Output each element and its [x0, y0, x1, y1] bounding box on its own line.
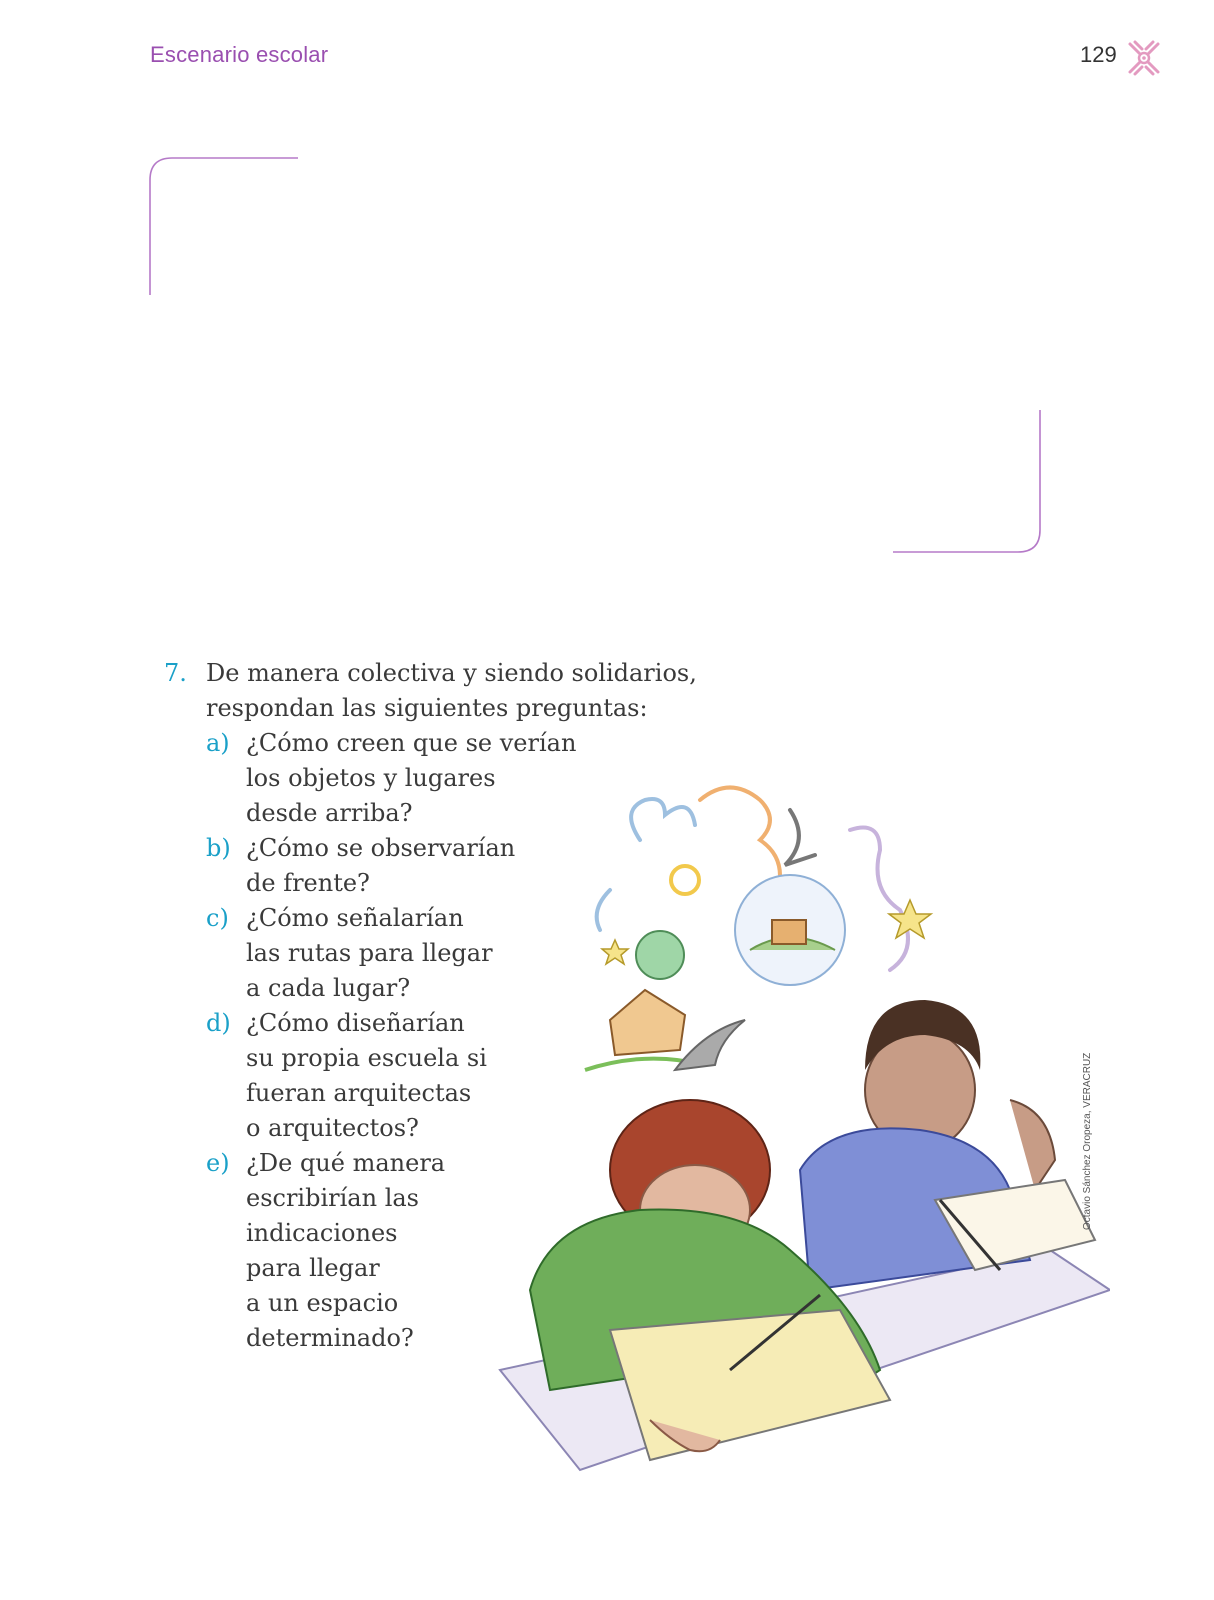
question-line: a cada lugar?: [246, 974, 411, 1002]
question-letter: c): [206, 904, 229, 932]
question-line: las rutas para llegar: [246, 939, 493, 967]
page-number: 129: [1080, 42, 1117, 67]
frame-corner-bottom-right: [885, 405, 1055, 560]
question-line: determinado?: [246, 1324, 414, 1352]
ornament-icon: [1126, 40, 1162, 76]
question-letter: a): [206, 729, 230, 757]
section-title: Escenario escolar: [150, 42, 329, 67]
question-line: de frente?: [246, 869, 370, 897]
question-line: ¿Cómo señalarían: [246, 904, 464, 932]
question-line: ¿Cómo diseñarían: [246, 1009, 465, 1037]
frame-corner-top-left: [140, 150, 310, 300]
question-line: ¿Cómo se observarían: [246, 834, 516, 862]
activity-intro: [206, 656, 720, 726]
children-drawing-illustration: [490, 770, 1110, 1500]
question-line: para llegar: [246, 1254, 380, 1282]
question-line: a un espacio: [246, 1289, 399, 1317]
question-line: ¿De qué manera: [246, 1149, 446, 1177]
intro-line: respondan las siguientes preguntas:: [206, 694, 648, 722]
activity-number: 7.: [164, 659, 187, 687]
question-letter: d): [206, 1009, 231, 1037]
question-line: fueran arquitectas: [246, 1079, 472, 1107]
question-letter: b): [206, 834, 231, 862]
question-letter: e): [206, 1149, 230, 1177]
question-line: indicaciones: [246, 1219, 398, 1247]
intro-line: De manera colectiva y siendo solidarios,: [206, 659, 697, 687]
question-line: escribirían las: [246, 1184, 419, 1212]
question-line: o arquitectos?: [246, 1114, 419, 1142]
question-line: ¿Cómo creen que se verían: [246, 729, 577, 757]
question-line: desde arriba?: [246, 799, 413, 827]
question-line: los objetos y lugares: [246, 764, 496, 792]
question-line: su propia escuela si: [246, 1044, 487, 1072]
illustration-credit: Octavio Sánchez Oropeza, VERACRUZ: [1082, 1052, 1093, 1230]
